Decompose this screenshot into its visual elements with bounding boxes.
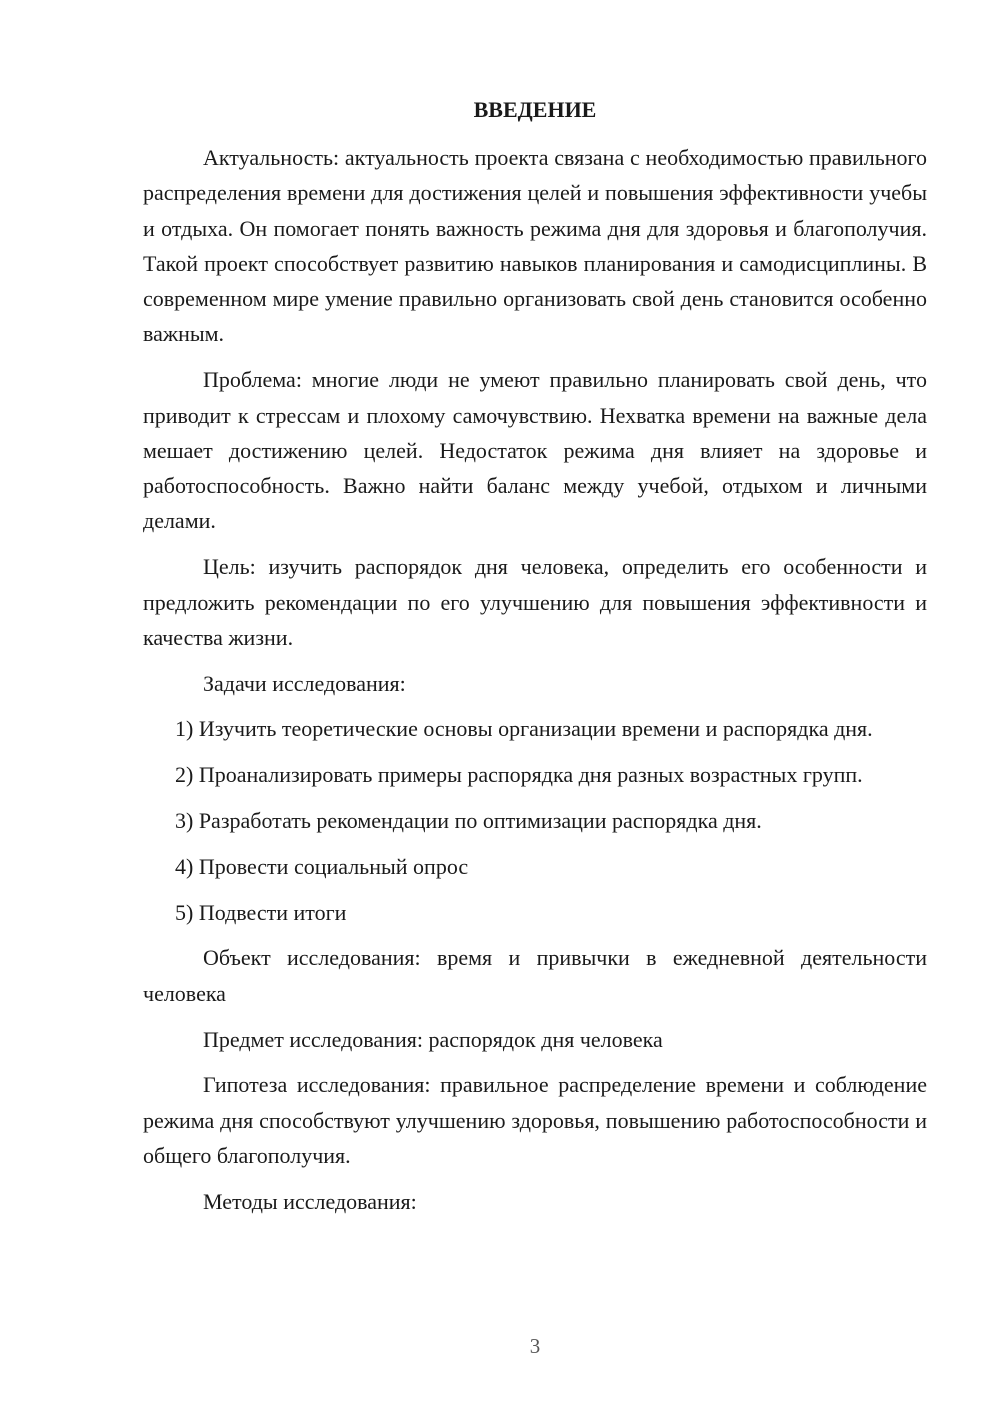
paragraph-relevance: Актуальность: актуальность проекта связана с необходимостью правильного распределения времени для достижения целей и повышения эффективности учебы и отдыха. Он помогает понять важность режима дня для здоровья и благополучия. Такой проект способствует развитию навыков планирования и самодисциплины. В современном мире умение правильно организовать свой день становится особенно важным. — [143, 145, 927, 347]
page-number: 3 — [529, 1334, 541, 1358]
section-title: ВВЕДЕНИЕ — [473, 97, 597, 122]
paragraph-subject: Предмет исследования: распорядок дня человека — [203, 1026, 663, 1052]
paragraph-object: Объект исследования: время и привычки в ежедневной деятельности человека — [143, 945, 927, 1006]
paragraph-methods: Методы исследования: — [203, 1188, 417, 1214]
task-item-1: 1) Изучить теоретические основы организации времени и распорядка дня. — [175, 716, 873, 742]
paragraph-tasks-heading: Задачи исследования: — [203, 670, 406, 696]
document-body — [143, 92, 927, 1230]
task-item-3: 3) Разработать рекомендации по оптимизации распорядка дня. — [175, 808, 762, 834]
task-item-4: 4) Провести социальный опрос — [175, 853, 469, 879]
paragraph-goal: Цель: изучить распорядок дня человека, определить его особенности и предложить рекомендации по его улучшению для повышения эффективности и качества жизни. — [143, 554, 927, 650]
paragraph-problem: Проблема: многие люди не умеют правильно планировать свой день, что приводит к стрессам и плохому самочувствию. Нехватка времени на важные дела мешает достижению целей. Недостаток режима дня влияет на здоровье и работоспособность. Важно найти баланс между учебой, отдыхом и личными делами. — [143, 367, 927, 534]
paragraph-hypothesis: Гипотеза исследования: правильное распределение времени и соблюдение режима дня способствуют улучшению здоровья, повышению работоспособности и общего благополучия. — [143, 1072, 927, 1168]
task-item-5: 5) Подвести итоги — [175, 899, 347, 925]
task-item-2: 2) Проанализировать примеры распорядка дня разных возрастных групп. — [175, 762, 863, 788]
